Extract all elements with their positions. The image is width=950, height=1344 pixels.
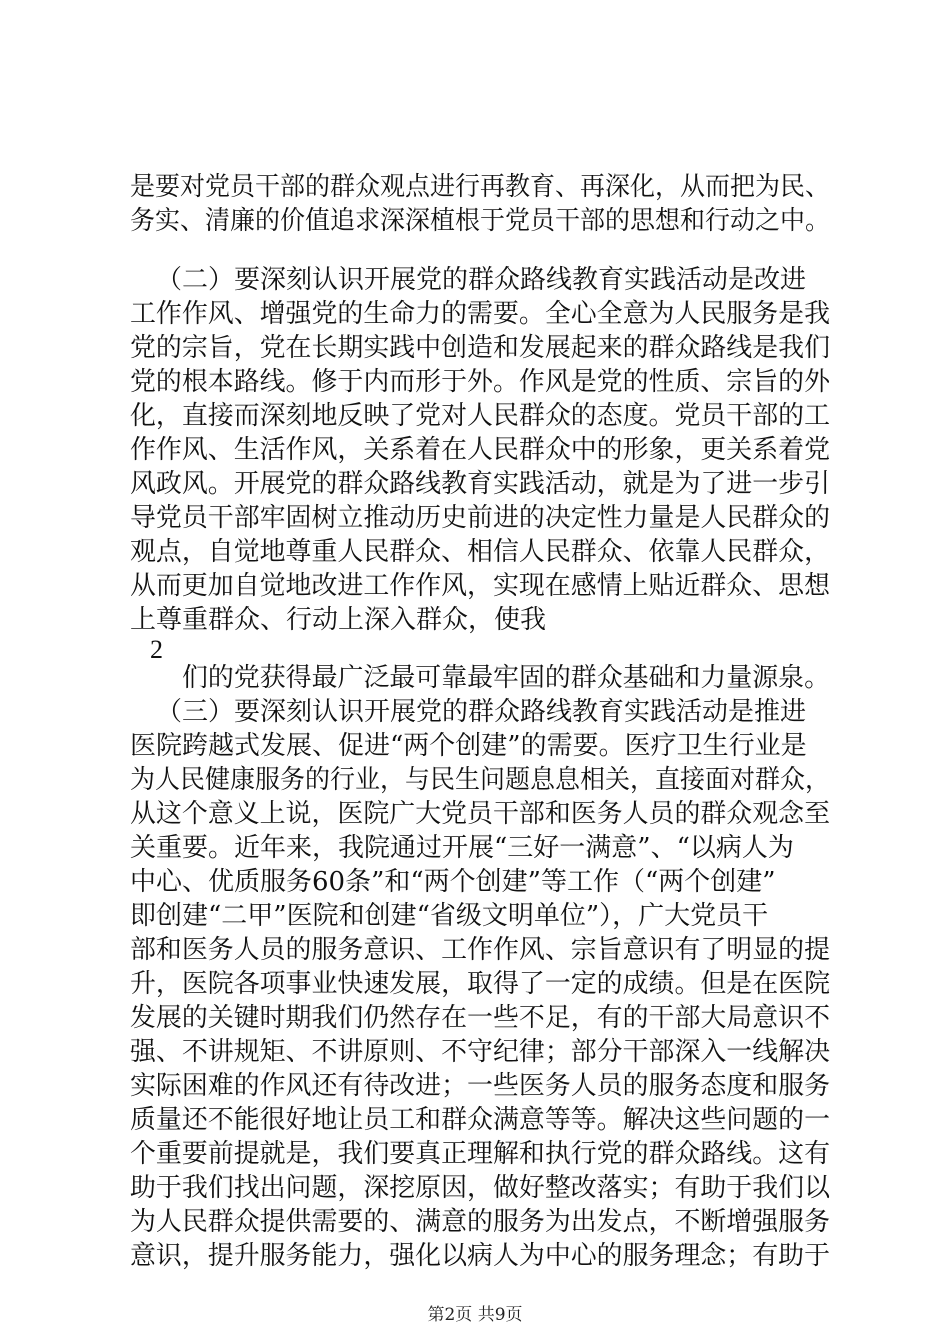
- text-line: 中心、优质服务60条”和“两个创建”等工作（“两个创建”: [130, 867, 776, 897]
- text-line: 部和医务人员的服务意识、工作作风、宗旨意识有了明显的提: [130, 935, 831, 965]
- text-line: 即创建“二甲”医院和创建“省级文明单位”），广大党员干: [130, 901, 769, 931]
- text-line: 们的党获得最广泛最可靠最牢固的群众基础和力量源泉。: [182, 663, 831, 693]
- paragraph-start-line: （二）要深刻认识开展党的群众路线教育实践活动是改进: [156, 265, 807, 295]
- text-line: 党的根本路线。修于内而形于外。作风是党的性质、宗旨的外: [130, 367, 831, 397]
- text-line: 风政风。开展党的群众路线教育实践活动，就是为了进一步引: [130, 469, 831, 499]
- text-line: 观点，自觉地尊重人民群众、相信人民群众、依靠人民群众，: [130, 537, 831, 567]
- text-line: 升，医院各项事业快速发展，取得了一定的成绩。但是在医院: [130, 969, 831, 999]
- text-line: 意识，提升服务能力，强化以病人为中心的服务理念；有助于: [130, 1241, 831, 1271]
- text-line: 务实、清廉的价值追求深深植根于党员干部的思想和行动之中。: [130, 206, 831, 236]
- text-line: 从这个意义上说，医院广大党员干部和医务人员的群众观念至: [130, 799, 831, 829]
- text-line: 工作作风、增强党的生命力的需要。全心全意为人民服务是我: [130, 299, 831, 329]
- paragraph-start-line: （三）要深刻认识开展党的群众路线教育实践活动是推进: [156, 697, 807, 727]
- text-line: 为人民群众提供需要的、满意的服务为出发点，不断增强服务: [130, 1207, 831, 1237]
- text-line: 质量还不能很好地让员工和群众满意等等。解决这些问题的一: [130, 1105, 831, 1135]
- text-line: 导党员干部牢固树立推动历史前进的决定性力量是人民群众的: [130, 503, 831, 533]
- text-line: 医院跨越式发展、促进“两个创建”的需要。医疗卫生行业是: [130, 731, 807, 761]
- text-line: 发展的关键时期我们仍然存在一些不足，有的干部大局意识不: [130, 1003, 831, 1033]
- text-line: 强、不讲规矩、不讲原则、不守纪律；部分干部深入一线解决: [130, 1037, 831, 1067]
- text-line: 助于我们找出问题，深挖原因，做好整改落实；有助于我们以: [130, 1173, 831, 1203]
- text-line: 从而更加自觉地改进工作作风，实现在感情上贴近群众、思想: [130, 571, 831, 601]
- text-line: 作作风、生活作风，关系着在人民群众中的形象，更关系着党: [130, 435, 831, 465]
- text-line: 为人民健康服务的行业，与民生问题息息相关，直接面对群众，: [130, 765, 831, 795]
- text-line: 党的宗旨，党在长期实践中创造和发展起来的群众路线是我们: [130, 333, 831, 363]
- text-line: 实际困难的作风还有待改进；一些医务人员的服务态度和服务: [130, 1071, 831, 1101]
- text-line: 化，直接而深刻地反映了党对人民群众的态度。党员干部的工: [130, 401, 831, 431]
- page-footer: 第2页 共9页: [427, 1305, 523, 1325]
- inline-page-number: 2: [150, 635, 163, 664]
- text-line: 个重要前提就是，我们要真正理解和执行党的群众路线。这有: [130, 1139, 831, 1169]
- text-line: 关重要。近年来，我院通过开展“三好一满意”、“以病人为: [130, 833, 794, 863]
- text-line: 是要对党员干部的群众观点进行再教育、再深化，从而把为民、: [130, 172, 831, 202]
- text-line: 上尊重群众、行动上深入群众，使我: [130, 605, 547, 635]
